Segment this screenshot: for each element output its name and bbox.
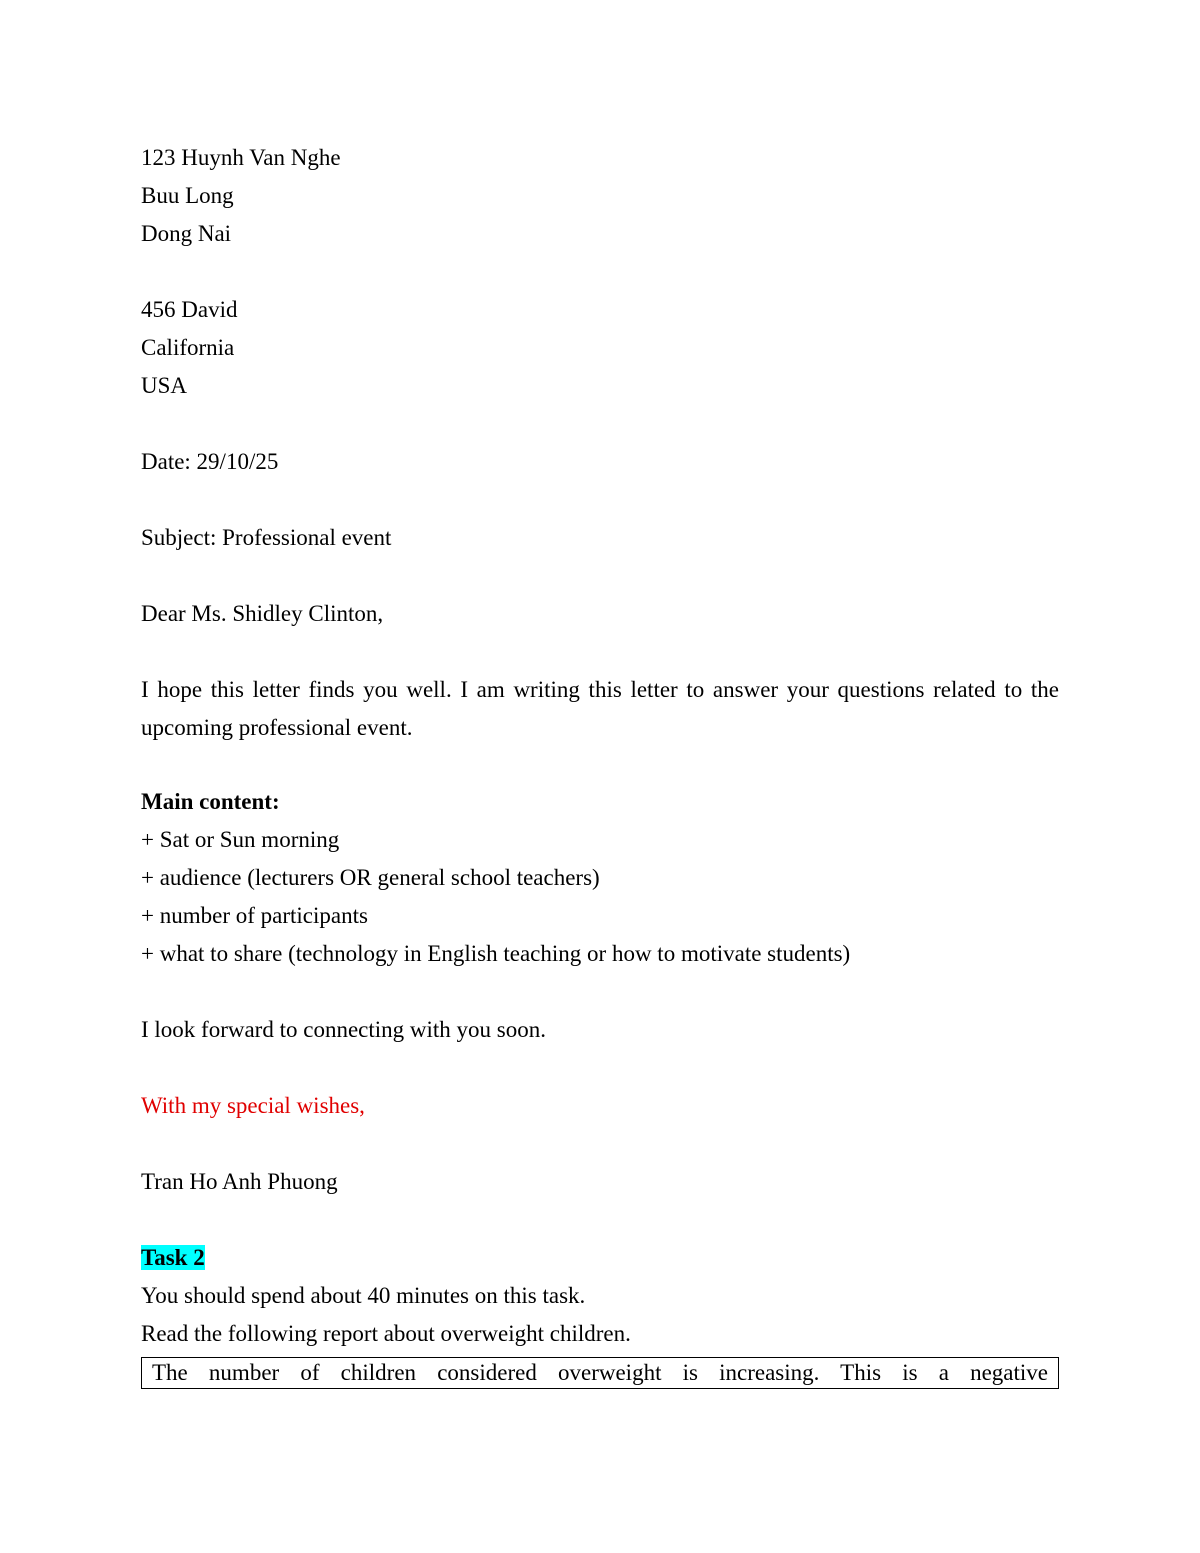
spacer	[141, 483, 1059, 521]
main-content-item: + Sat or Sun morning	[141, 827, 340, 852]
main-content-section	[141, 785, 1059, 975]
spacer	[141, 407, 1059, 445]
spacer	[141, 747, 1059, 785]
recipient-address-line: California	[141, 335, 235, 360]
letter-subject: Subject: Professional event	[141, 525, 392, 550]
spacer	[141, 975, 1059, 1013]
main-content-heading: Main content:	[141, 789, 280, 814]
task2-section	[141, 1241, 1059, 1389]
spacer	[141, 1051, 1059, 1089]
signature: Tran Ho Anh Phuong	[141, 1169, 338, 1194]
spacer	[141, 559, 1059, 597]
recipient-address-line: 456 David	[141, 297, 238, 322]
document-page	[141, 141, 1059, 1389]
task2-instruction: You should spend about 40 minutes on this task.	[141, 1283, 586, 1308]
sender-address	[141, 141, 1059, 255]
sender-address-line: 123 Huynh Van Nghe	[141, 145, 341, 170]
sender-address-line: Buu Long	[141, 183, 234, 208]
spacer	[141, 1203, 1059, 1241]
spacer	[141, 635, 1059, 673]
main-content-item: + number of participants	[141, 903, 368, 928]
sender-address-line: Dong Nai	[141, 221, 232, 246]
report-box: The number of children considered overweight is increasing. This is a negative	[141, 1357, 1059, 1389]
recipient-address-line: USA	[141, 373, 188, 398]
task2-title: Task 2	[141, 1245, 205, 1270]
intro-paragraph: I hope this letter finds you well. I am writing this letter to answer your questions related to the upcoming professional event.	[141, 677, 1059, 740]
letter-date: Date: 29/10/25	[141, 449, 279, 474]
salutation: Dear Ms. Shidley Clinton,	[141, 601, 384, 626]
task2-instruction: Read the following report about overweight children.	[141, 1321, 631, 1346]
main-content-item: + audience (lecturers OR general school teachers)	[141, 865, 600, 890]
closing-line: I look forward to connecting with you soon.	[141, 1017, 546, 1042]
recipient-address	[141, 293, 1059, 407]
main-content-item: + what to share (technology in English teaching or how to motivate students)	[141, 941, 851, 966]
spacer	[141, 255, 1059, 293]
spacer	[141, 1127, 1059, 1165]
sign-off: With my special wishes,	[141, 1093, 365, 1118]
